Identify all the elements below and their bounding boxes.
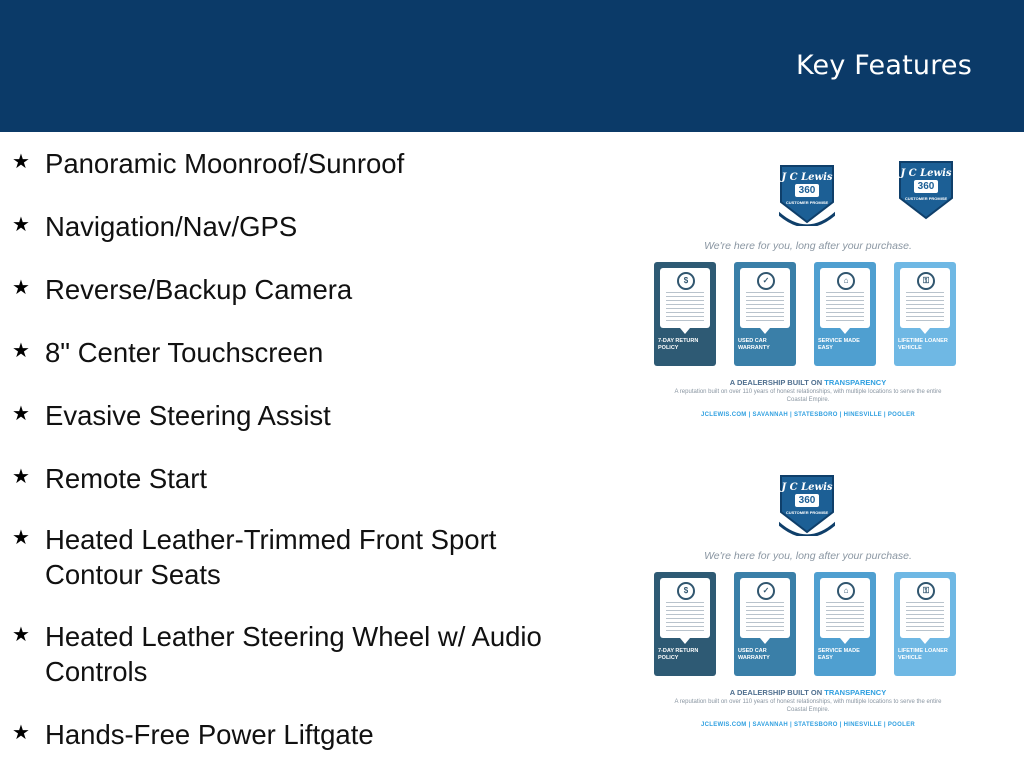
feature-item bbox=[12, 398, 572, 433]
promo-card bbox=[734, 572, 796, 676]
dollar-icon: $ bbox=[677, 582, 695, 600]
feature-label: Panoramic Moonroof/Sunroof bbox=[45, 148, 405, 179]
built-word: TRANSPARENCY bbox=[824, 378, 887, 387]
promo-locations: JCLEWIS.COM | SAVANNAH | STATESBORO | HINESVILLE | POOLER bbox=[700, 412, 916, 418]
key-icon: ⚿ bbox=[917, 272, 935, 290]
shield-logo bbox=[779, 472, 835, 536]
promo-built-on bbox=[648, 378, 968, 387]
card-label: LIFETIME LOANER VEHICLE bbox=[898, 648, 948, 661]
built-prefix: A DEALERSHIP BUILT ON bbox=[729, 378, 823, 387]
shield-subtitle: CUSTOMER PROMISE bbox=[785, 200, 829, 205]
car-icon: ⌂ bbox=[837, 582, 855, 600]
promo-card bbox=[894, 572, 956, 676]
car-icon: ⌂ bbox=[837, 272, 855, 290]
promo-graphic bbox=[648, 460, 968, 730]
shield-number: 360 bbox=[795, 184, 819, 197]
feature-label: Evasive Steering Assist bbox=[45, 400, 331, 431]
star-icon: ★ bbox=[12, 214, 30, 236]
star-icon: ★ bbox=[12, 151, 30, 173]
promo-reputation: A reputation built on over 110 years of honest relationships, with multiple locations to serve the entire Coastal Empire. bbox=[674, 389, 942, 403]
star-icon: ★ bbox=[12, 403, 30, 425]
header-bar bbox=[0, 0, 1024, 132]
star-icon: ★ bbox=[12, 722, 30, 744]
built-word: TRANSPARENCY bbox=[824, 688, 887, 697]
shield-subtitle: CUSTOMER PROMISE bbox=[785, 510, 829, 515]
feature-item bbox=[12, 272, 572, 307]
feature-item bbox=[12, 522, 572, 592]
feature-item bbox=[12, 335, 572, 370]
promo-tagline: We're here for you, long after your purchase. bbox=[704, 240, 912, 252]
feature-item bbox=[12, 461, 572, 496]
promo-cards bbox=[654, 572, 966, 682]
promo-reputation: A reputation built on over 110 years of honest relationships, with multiple locations to serve the entire Coastal Empire. bbox=[674, 699, 942, 713]
feature-label: Reverse/Backup Camera bbox=[45, 274, 353, 305]
promo-locations: JCLEWIS.COM | SAVANNAH | STATESBORO | HINESVILLE | POOLER bbox=[700, 722, 916, 728]
star-icon: ★ bbox=[12, 340, 30, 362]
badge-icon: ✓ bbox=[757, 272, 775, 290]
star-icon: ★ bbox=[12, 527, 30, 549]
card-label: USED CAR WARRANTY bbox=[738, 338, 770, 351]
card-label: SERVICE MADE EASY bbox=[818, 338, 860, 351]
feature-label: Heated Leather-Trimmed Front Sport Contour Seats bbox=[45, 524, 497, 590]
shield-number: 360 bbox=[795, 494, 819, 507]
star-icon: ★ bbox=[12, 624, 30, 646]
feature-item bbox=[12, 209, 572, 244]
feature-label: 8" Center Touchscreen bbox=[45, 337, 324, 368]
feature-item bbox=[12, 146, 572, 181]
promo-card bbox=[894, 262, 956, 366]
feature-label: Hands-Free Power Liftgate bbox=[45, 719, 374, 750]
shield-logo bbox=[779, 162, 835, 226]
star-icon: ★ bbox=[12, 277, 30, 299]
feature-item bbox=[12, 717, 572, 752]
card-label: 7-DAY RETURN POLICY bbox=[658, 648, 699, 661]
shield-subtitle: CUSTOMER PROMISE bbox=[904, 196, 948, 201]
card-label: SERVICE MADE EASY bbox=[818, 648, 860, 661]
star-icon: ★ bbox=[12, 466, 30, 488]
shield-logo bbox=[898, 158, 954, 222]
badge-icon: ✓ bbox=[757, 582, 775, 600]
shield-brand: J C Lewis bbox=[781, 172, 833, 183]
promo-card bbox=[654, 572, 716, 676]
promo-card bbox=[654, 262, 716, 366]
promo-tagline: We're here for you, long after your purchase. bbox=[704, 550, 912, 562]
page-title: Key Features bbox=[795, 50, 972, 81]
card-label: LIFETIME LOANER VEHICLE bbox=[898, 338, 948, 351]
card-label: USED CAR WARRANTY bbox=[738, 648, 770, 661]
dollar-icon: $ bbox=[677, 272, 695, 290]
feature-label: Heated Leather Steering Wheel w/ Audio Controls bbox=[45, 621, 542, 687]
shield-brand: J C Lewis bbox=[781, 482, 833, 493]
shield-number: 360 bbox=[914, 180, 938, 193]
promo-cards bbox=[654, 262, 966, 372]
feature-list bbox=[12, 146, 572, 752]
promo-graphic bbox=[648, 150, 968, 420]
promo-card bbox=[734, 262, 796, 366]
promo-built-on bbox=[648, 688, 968, 697]
built-prefix: A DEALERSHIP BUILT ON bbox=[729, 688, 823, 697]
promo-card bbox=[814, 572, 876, 676]
feature-item bbox=[12, 619, 572, 689]
feature-label: Remote Start bbox=[45, 463, 208, 494]
promo-card bbox=[814, 262, 876, 366]
feature-label: Navigation/Nav/GPS bbox=[45, 211, 298, 242]
shield-brand: J C Lewis bbox=[900, 168, 952, 179]
card-label: 7-DAY RETURN POLICY bbox=[658, 338, 699, 351]
key-icon: ⚿ bbox=[917, 582, 935, 600]
